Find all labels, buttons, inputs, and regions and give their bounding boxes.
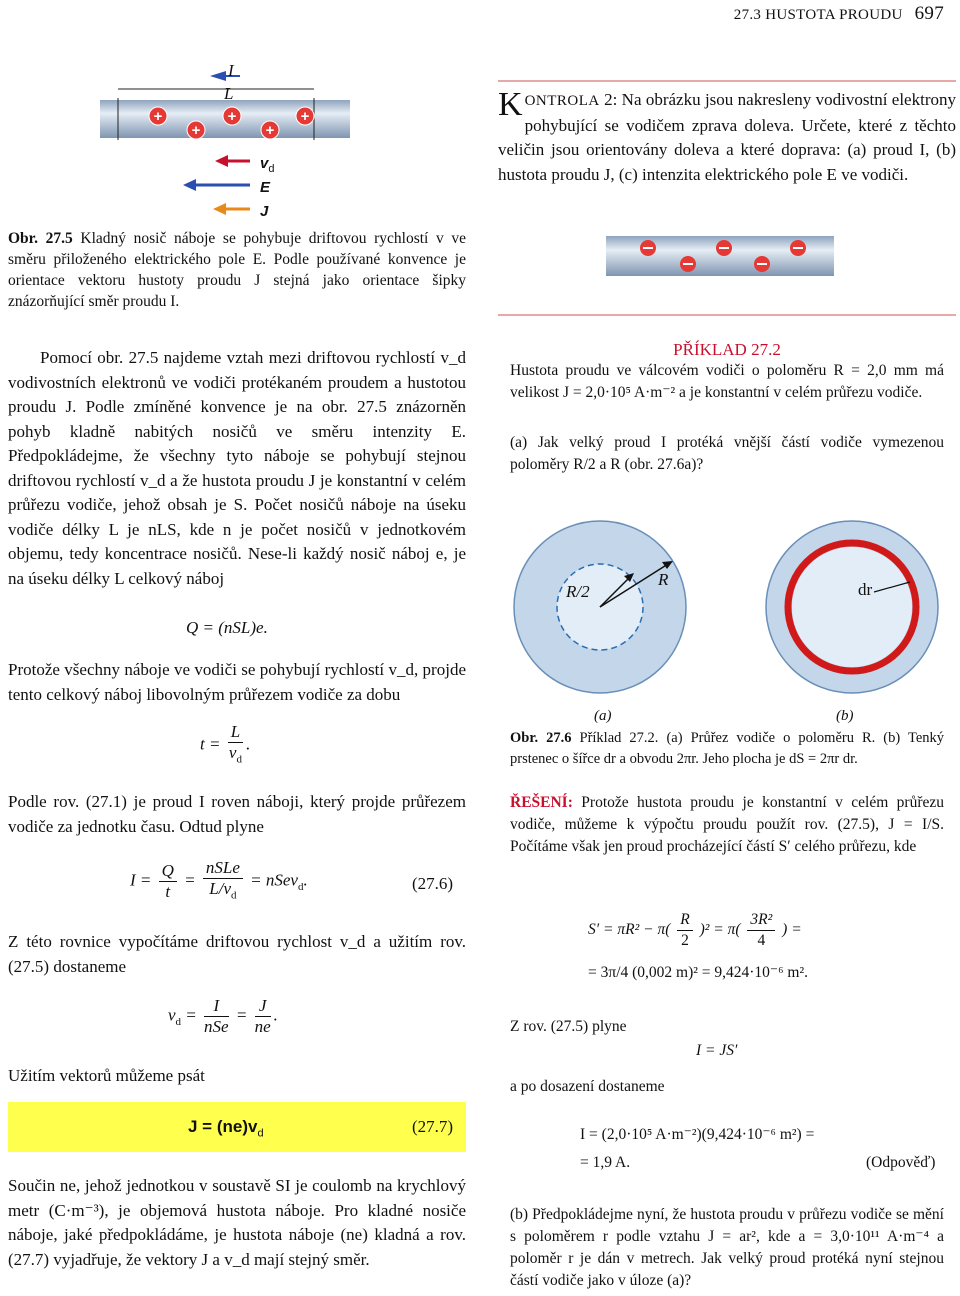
text-z-rov: Z rov. (27.5) plyne (510, 1018, 627, 1035)
kontrola-box: KONTROLA 2: Na obrázku jsou nakresleny vodivostní elektrony pohybující se vodičem zprava doleva. Určete, které z těchto veličin jsou orientovány doleva a které doprava: (a) proud I, (b) hustota proudu J, (c) intenzita elektrického pole E ve vodiči. (498, 86, 956, 184)
label-R2: R/2 (566, 582, 590, 601)
divider-top (498, 80, 956, 82)
equation-S-value: = 3π/4 (0,002 m)² = 9,424·10⁻⁶ m². (588, 964, 808, 981)
example-statement: Hustota proudu ve válcovém vodiči o poloměru R = 2,0 mm má velikost J = 2,0·10⁵ A·m⁻² a je konstantní v celém průřezu vodiče. (510, 362, 944, 401)
figure-27-6 (510, 512, 950, 712)
example-title: PŘÍKLAD 27.2 (673, 340, 781, 359)
electron-conductor-diagram (606, 234, 834, 278)
equation-number-27-6: (27.6) (412, 874, 454, 893)
paragraph-6: Součin ne, jehož jednotkou v soustavě SI je coulomb na krychlový metr (C·m⁻³), je objemová hustota náboje. Pro kladné nosiče náboje, jaké předpokládáme, je hustota náboje (ne) kladná a rov. (27.7) vyjadřuje, že vektory J a v_d mají stejný směr. (8, 1176, 466, 1269)
svg-text:+: + (265, 122, 275, 139)
equation-J: $J = (ne)v_d$ (188, 1117, 264, 1140)
solution-label: ŘEŠENÍ: (510, 794, 573, 811)
running-header (734, 2, 944, 28)
equation-I: I = $\frac{Q}{t}$ = $\frac{\text{nSLe}}{L/v_d}$ = nSev$_d$. (130, 858, 308, 902)
label-J: J (260, 203, 269, 220)
divider-bottom (498, 314, 956, 316)
label-vd: $v_d$ (260, 155, 275, 175)
svg-text:+: + (153, 108, 163, 125)
figure-27-6-caption: Obr. 27.6 Příklad 27.2. (a) Průřez vodiče o poloměru R. (b) Tenký prstenec o šířce dr a obvodu 2πr. Jeho plocha je dS = 2πr dr. (510, 730, 945, 767)
figure-27-5-caption: Obr. 27.5 Kladný nosič náboje se pohybuje driftovou rychlostí v ve směru přiloženého elektrického pole E. Podle používané konvence je orientace vektoru hustoty proudu J stejná jako orientace šipky znázorňující směr proudu I. (8, 230, 466, 310)
paragraph-4: Z této rovnice vypočítáme driftovou rychlost v_d a užitím rov. (27.5) dostaneme (8, 932, 466, 976)
equation-I-substituted: I = (2,0·10⁵ A·m⁻²)(9,424·10⁻⁶ m²) = (580, 1126, 815, 1143)
highlighted-equation-box (8, 1102, 466, 1152)
label-a: (a) (594, 708, 612, 724)
label-b: (b) (836, 708, 854, 724)
page-number: 697 (914, 3, 944, 24)
paragraph-5: Užitím vektorů můžeme psát (8, 1066, 205, 1085)
equation-I-result: = 1,9 A. (580, 1154, 631, 1171)
label-R: R (658, 570, 669, 589)
equation-Q: Q = (nSL)e. (186, 618, 268, 637)
example-question-a: (a) Jak velký proud I protéká vnější částí vodiče vymezenou poloměry R/2 a R (obr. 27.6a)? (510, 434, 944, 473)
svg-text:+: + (227, 108, 237, 125)
label-L: L (224, 84, 234, 103)
equation-t: t = $\frac{L}{v_d}$ . (200, 722, 251, 766)
label-dr: dr (858, 580, 873, 599)
paragraph-1: Pomocí obr. 27.5 najdeme vztah mezi driftovou rychlostí v_d vodivostních elektronů ve vodiči protékaném proudem a hustotou proudu J. Podle zmíněné konvence je na obr. 27.5 znázorněn pohyb kladně nabitých nosičů ve směru intenzity E. Předpokládejme, že všechny tyto náboje se pohybují stejnou driftovou rychlostí v_d a že hustota proudu J je konstantní v celém průřezu vodiče, jehož obsah je S. Počet nosičů náboje na úseku vodiče délky L je nLS, kde n je počet nosičů v jednotkovém objemu, tedy koncentrace nosičů. Nese-li každý nosič náboj e, je na úseku délky L celkový náboj (8, 348, 466, 588)
solution-text: ŘEŠENÍ: Protože hustota proudu je konstantní v celém průřezu vodiče, můžeme k výpočtu proudu použít rov. (27.5), J = I/S. Počítáme však jen proud procházející částí S′ celého průřezu, kde (510, 794, 944, 855)
label-E: E (260, 179, 271, 196)
equation-I-JS: I = JS′ (696, 1042, 738, 1059)
current-arrow-icon (210, 71, 226, 81)
answer-label: (Odpověď) (866, 1154, 936, 1171)
equation-vd: $v_d$ = $\frac{I}{\text{nSe}}$ = $\frac{J}{ne}$ . (168, 996, 278, 1036)
text-po-dosazeni: a po dosazení dostaneme (510, 1078, 665, 1095)
example-question-b: (b) Předpokládejme nyní, že hustota proudu v průřezu vodiče se mění s poloměrem r podle vztahu J = ar², kde a = 3,0·10¹¹ A·m⁻⁴ a poloměr r je dán v metrech. Jak velký proud protéká nyní stejnou částí vodiče jako v úloze (a)? (510, 1206, 944, 1289)
paragraph-3: Podle rov. (27.1) je proud I roven náboji, který projde průřezem vodiče za jednotku času. Odtud plyne (8, 792, 466, 836)
label-I: I (228, 61, 234, 80)
svg-text:+: + (191, 122, 201, 139)
section-title: 27.3 HUSTOTA PROUDU (733, 7, 903, 23)
figure-27-5 (100, 58, 350, 228)
paragraph-2: Protože všechny náboje ve vodiči se pohybují rychlostí v_d, projde tento celkový náboj libovolným průřezem vodiče za dobu (8, 660, 466, 704)
equation-number-27-7: (27.7) (412, 1117, 454, 1136)
equation-S-prime: S′ = πR² − π( $\frac{R}{2}$ )² = π( $\frac{\text{3R²}}{4}$ ) = (588, 911, 802, 949)
svg-text:+: + (300, 108, 310, 125)
